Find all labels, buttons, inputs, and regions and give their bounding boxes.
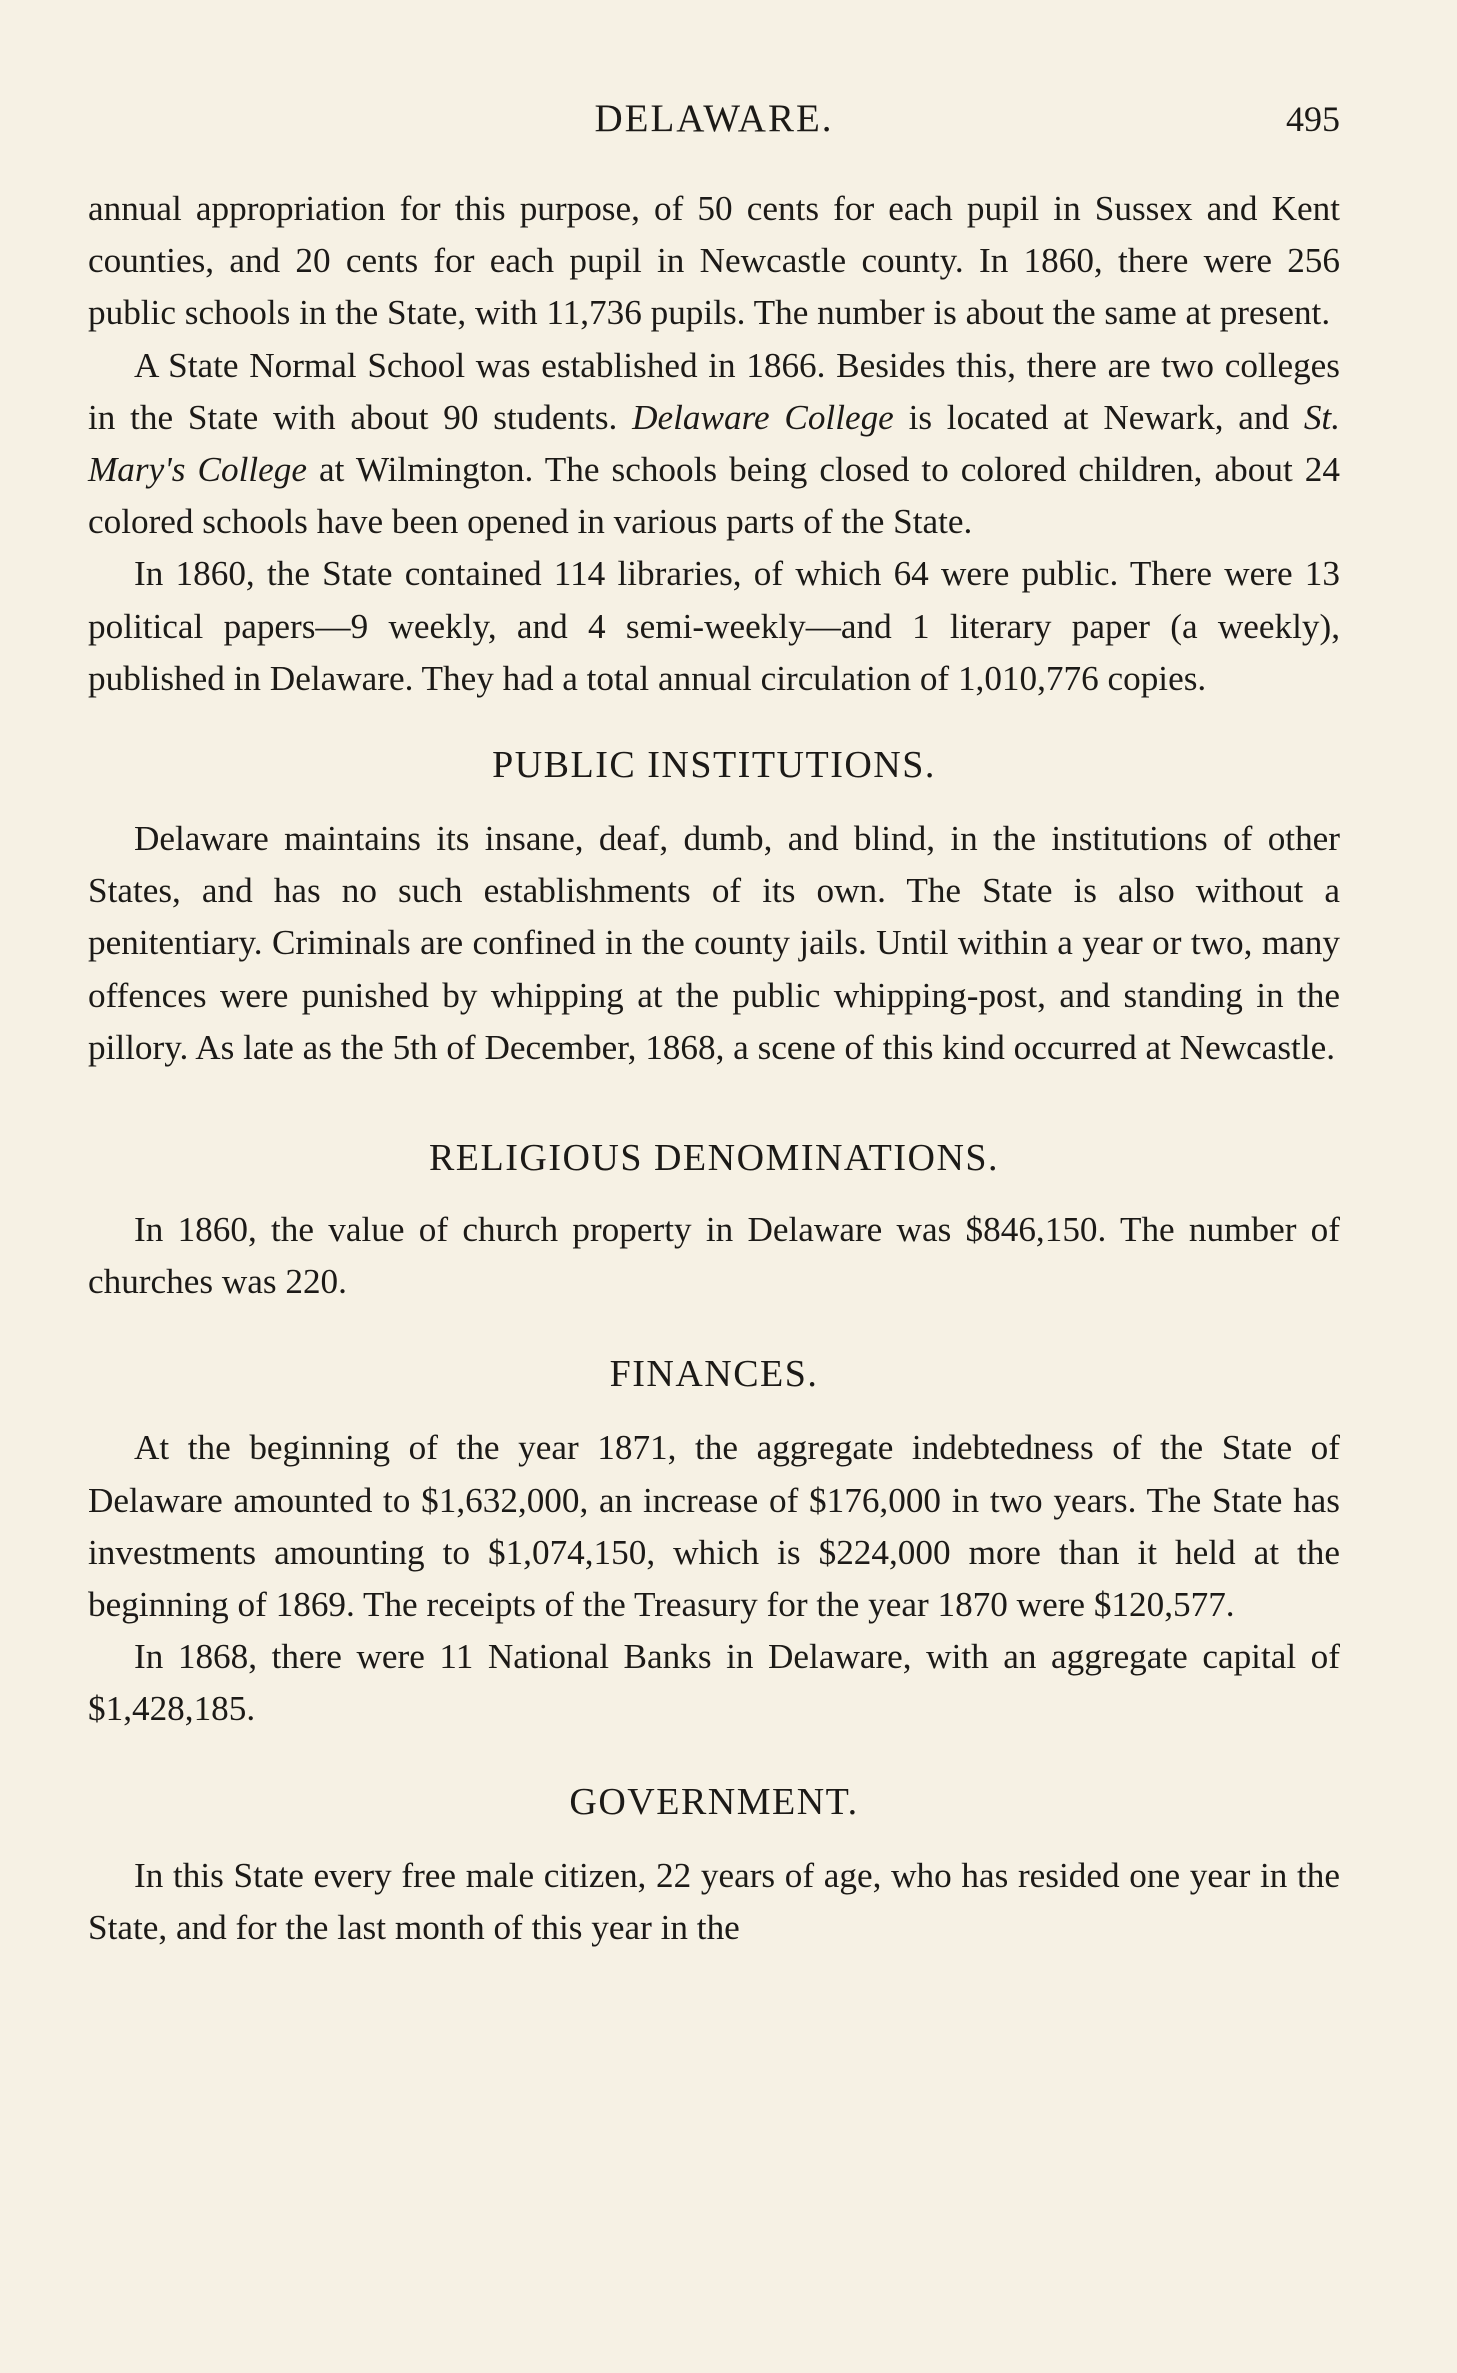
heading-public-institutions: PUBLIC INSTITUTIONS. [492,744,936,787]
paragraph-finances-banks: In 1868, there were 11 National Banks in Delaware, with an aggregate capital of $1,428,185. [88,1637,1340,1729]
paragraph-public-institutions: Delaware maintains its insane, deaf, dumb, and blind, in the institutions of other States, and has no such establishments of its own. The State is also without a penitentiary. Criminals are confined in the county jails. Until within a year or two, many offences were punished by whipping at the public whipping-post, and standing in the pillory. As late as the 5th of December, 1868, a scene of this kind occurred at Newcastle. [88,819,1340,1067]
paragraph-libraries: In 1860, the State contained 114 libraries, of which 64 were public. There were 13 political papers—9 weekly, and 4 semi-weekly—and 1 literary paper (a weekly), published in Delaware. They had a total annual circulation of 1,010,776 copies. [88,554,1340,698]
page-content [88,183,1340,1954]
college-name-st-marys: St. Mary's College [88,397,1340,490]
college-name-delaware: Delaware College [632,397,894,437]
book-page [88,95,1340,1954]
heading-government: GOVERNMENT. [569,1780,859,1823]
paragraph-government: In this State every free male citizen, 22 years of age, who has resided one year in the State, and for the last month of this year in the [88,1855,1340,1947]
paragraph-normal-school-text-1: A State Normal School was established in 1866. Besides this, there are two colleges in the State with about 90 students. [88,345,1340,437]
paragraph-normal-school-text-2: is located at Newark, and [893,397,1304,437]
paragraph-normal-school-text-3: at Wilmington. The schools being closed to colored children, about 24 colored schools have been opened in various parts of the State. [88,450,1340,542]
heading-religious-denominations: RELIGIOUS DENOMINATIONS. [428,1137,1000,1180]
heading-finances: FINANCES. [609,1353,819,1396]
paragraph-finances-debt: At the beginning of the year 1871, the aggregate indebtedness of the State of Delaware amounted to $1,632,000, an increase of $176,000 in two years. The State has investments amounting to $1,074,150, which is $224,000 more than it held at the beginning of 1869. The receipts of the Treasury for the year 1870 were $120,577. [88,1428,1340,1625]
running-title: DELAWARE. [594,97,834,140]
paragraph-normal-school [88,340,1340,549]
paragraph-school-appropriation: annual appropriation for this purpose, of 50 cents for each pupil in Sussex and Kent counties, and 20 cents for each pupil in Newcastle county. In 1860, there were 256 public schools in the State, with 11,736 pupils. The number is about the same at present. [88,189,1340,333]
page-number: 495 [1286,99,1340,139]
running-head [88,95,1340,155]
paragraph-religious-denominations: In 1860, the value of church property in Delaware was $846,150. The number of churches was 220. [88,1210,1340,1302]
